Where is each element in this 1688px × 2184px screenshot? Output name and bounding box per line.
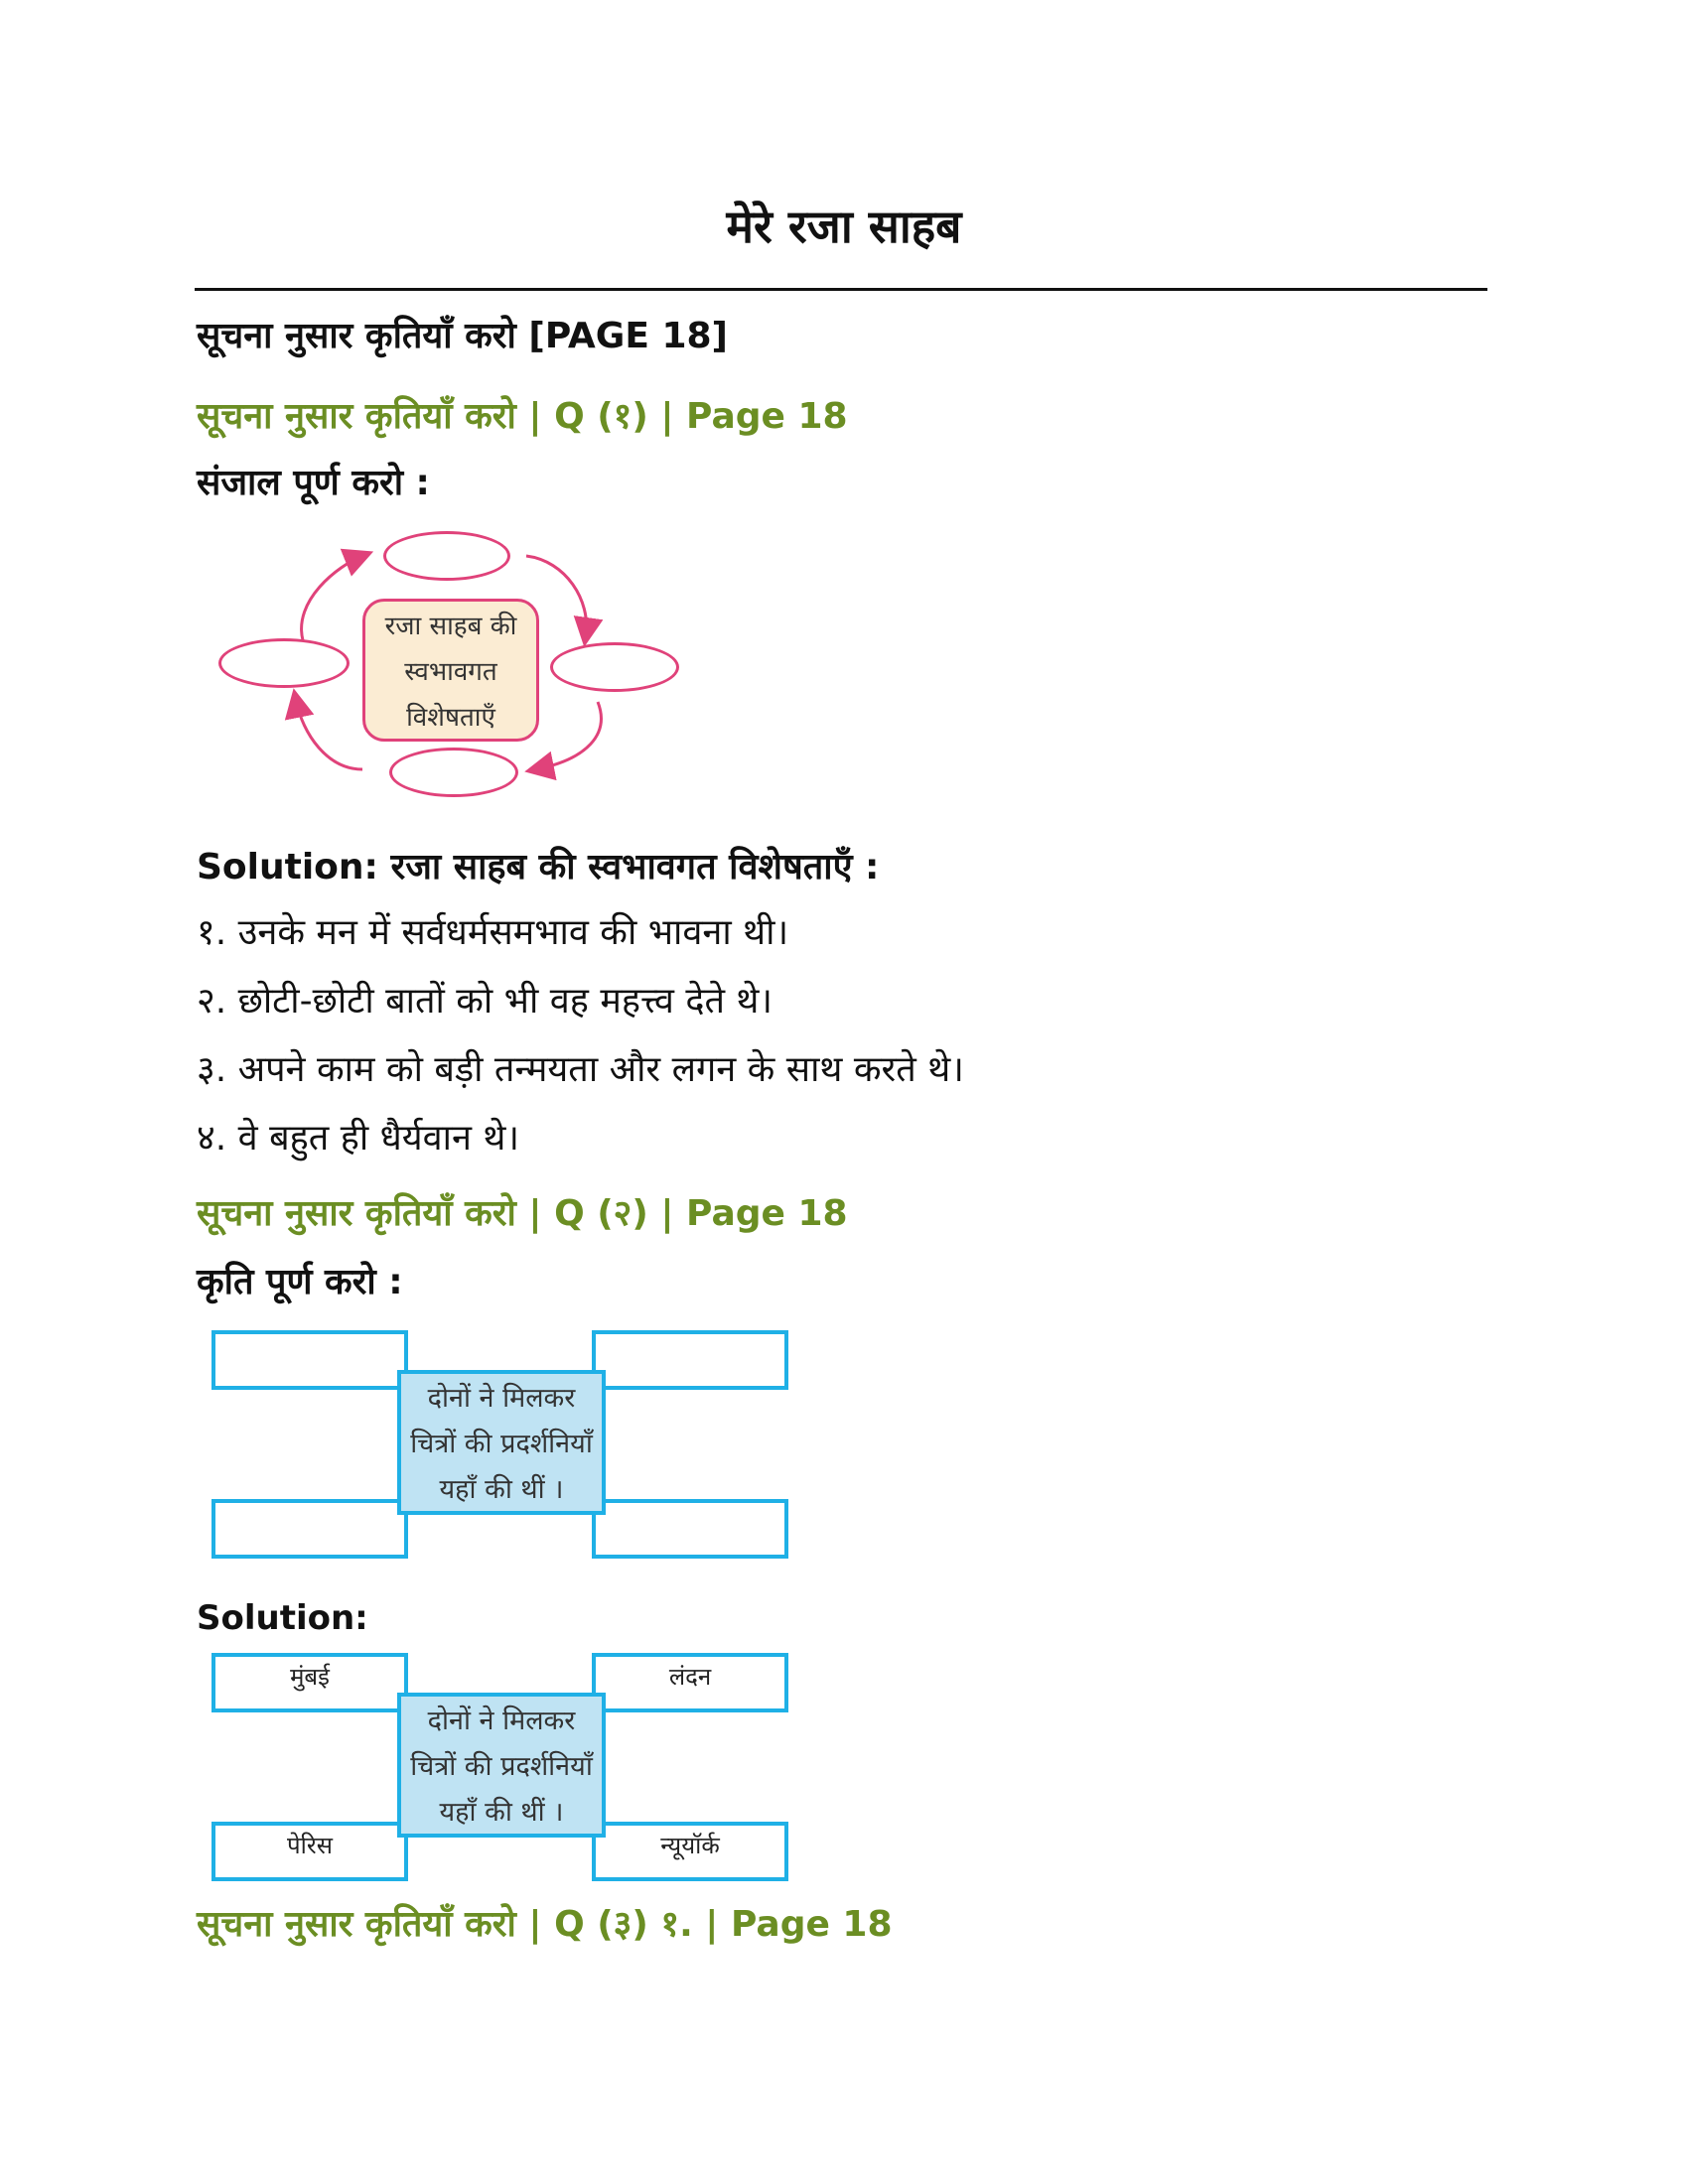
q2-center-line: दोनों ने मिलकर xyxy=(427,1706,576,1736)
q1-answer-4: ४. वे बहुत ही धैर्यवान थे। xyxy=(197,1118,520,1159)
page-title: मेरे रजा साहब xyxy=(726,200,962,253)
arrow-top-left xyxy=(302,556,362,640)
q1-answer-1: १. उनके मन में सर्वधर्मसमभाव की भावना थी। xyxy=(197,912,789,953)
q3-heading: सूचना नुसार कृतियाँ करो | Q (३) १. | Page 18 xyxy=(197,1904,893,1945)
q2-heading: सूचना नुसार कृतियाँ करो | Q (२) | Page 18 xyxy=(197,1193,848,1234)
q2-center-line: यहाँ की थीं । xyxy=(439,1797,564,1828)
blank-box-bottom-right xyxy=(592,1499,788,1559)
blank-ellipse-top xyxy=(383,531,510,581)
answer-text: मुंबई xyxy=(290,1663,330,1691)
blank-box-top-right xyxy=(592,1330,788,1390)
web-center-line: रजा साहब की xyxy=(384,612,517,641)
arrow-bottom-right xyxy=(536,702,601,769)
answer-box-top-left xyxy=(211,1653,408,1712)
q1-web-diagram xyxy=(209,521,705,809)
title-divider xyxy=(195,288,1487,291)
q1-heading: सूचना नुसार कृतियाँ करो | Q (१) | Page 18 xyxy=(197,396,848,437)
q1-answer-2: २. छोटी-छोटी बातों को भी वह महत्त्व देते थे। xyxy=(197,981,774,1022)
q2-solution-label: Solution: xyxy=(197,1598,368,1638)
answer-text: न्यूयॉर्क xyxy=(660,1832,720,1859)
q2-center-line: चित्रों की प्रदर्शनियाँ xyxy=(410,1429,593,1459)
q2-solution-diagram xyxy=(209,1648,794,1886)
q1-solution-label: Solution: रजा साहब की स्वभावगत विशेषताएँ : xyxy=(197,847,880,887)
arrow-bottom-left xyxy=(296,700,362,769)
q2-center-line: दोनों ने मिलकर xyxy=(427,1383,576,1414)
q1-answer-3: ३. अपने काम को बड़ी तन्मयता और लगन के साथ करते थे। xyxy=(197,1049,964,1090)
q2-instruction: कृति पूर्ण करो : xyxy=(197,1262,403,1302)
answer-text: पेरिस xyxy=(287,1832,333,1859)
q2-center-line: यहाँ की थीं । xyxy=(439,1474,564,1505)
q1-instruction: संजाल पूर्ण करो : xyxy=(197,463,430,503)
q2-center-box xyxy=(397,1370,606,1515)
answer-box-bottom-right xyxy=(592,1822,788,1881)
blank-ellipse-left xyxy=(218,638,350,688)
q2-center-line: चित्रों की प्रदर्शनियाँ xyxy=(410,1751,593,1782)
blank-ellipse-right xyxy=(550,642,679,692)
blank-box-bottom-left xyxy=(211,1499,408,1559)
answer-text: लंदन xyxy=(668,1663,712,1691)
section-heading: सूचना नुसार कृतियाँ करो [PAGE 18] xyxy=(197,316,729,356)
web-center-line: विशेषताएँ xyxy=(406,703,495,733)
blank-box-top-left xyxy=(211,1330,408,1390)
answer-box-top-right xyxy=(592,1653,788,1712)
web-center-box xyxy=(362,599,539,742)
answer-box-bottom-left xyxy=(211,1822,408,1881)
q2-solution-center-box xyxy=(397,1693,606,1838)
blank-ellipse-bottom xyxy=(389,748,518,797)
q2-blank-diagram xyxy=(209,1325,794,1564)
web-center-line: स्वभावगत xyxy=(404,657,497,687)
